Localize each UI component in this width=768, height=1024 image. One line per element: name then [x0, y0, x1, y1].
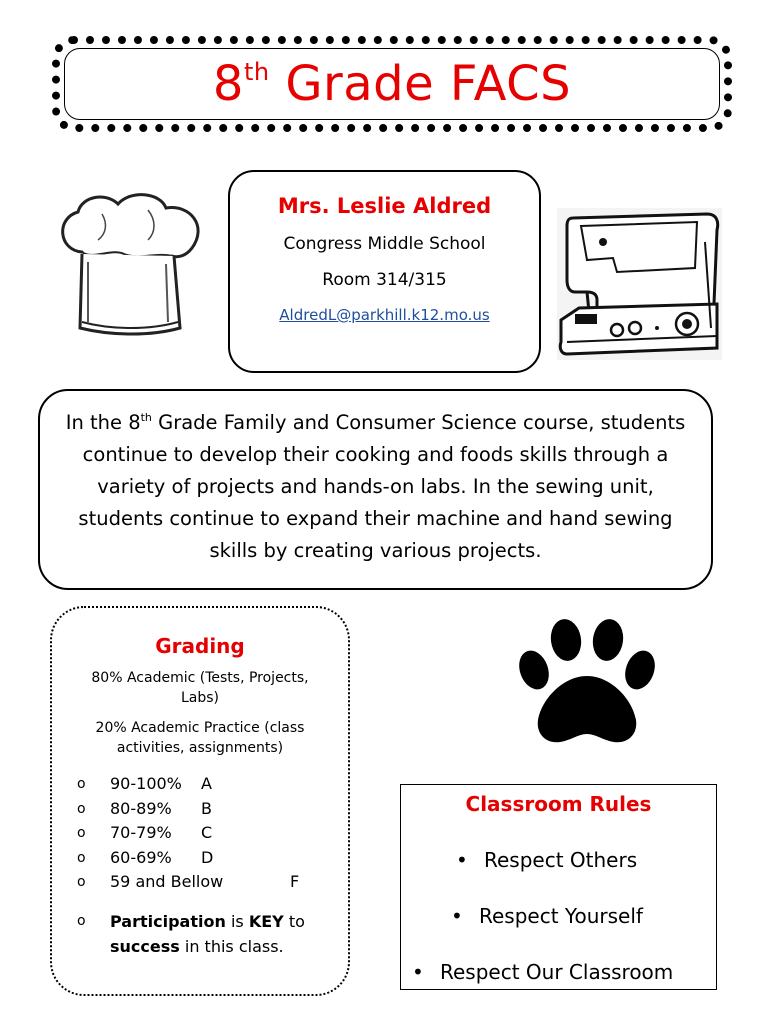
rule-item [412, 960, 673, 984]
participation-text: is [225, 911, 249, 931]
rule-text: Respect Others [484, 848, 638, 872]
participation-note [52, 909, 348, 959]
grade-letter: D [201, 847, 214, 867]
list-bullet: • [412, 960, 424, 984]
grade-range: 70-79% [110, 823, 172, 842]
grade-range: 90-100% [110, 774, 182, 793]
paw-print-icon [512, 618, 662, 750]
list-bullet: • [451, 904, 463, 928]
list-bullet: o [77, 874, 86, 890]
grade-letter: B [201, 798, 212, 818]
page-title [213, 56, 571, 112]
room-number: Room 314/315 [322, 270, 447, 290]
rule-text: Respect Our Classroom [440, 960, 674, 984]
participation-text: in this class. [179, 936, 284, 956]
grade-scale-item [52, 821, 348, 846]
rule-item [451, 904, 643, 928]
participation-word: Participation [110, 911, 226, 931]
success-word: success [110, 936, 180, 956]
grade-range: 59 and Bellow [110, 872, 224, 891]
sewing-machine-icon [557, 208, 722, 360]
list-bullet: o [77, 800, 86, 817]
description-superscript: th [140, 411, 152, 424]
list-bullet: o [77, 849, 86, 866]
teacher-email-link[interactable]: AldredL@parkhill.k12.mo.us [279, 306, 490, 324]
practice-weight: 20% Academic Practice (class activities, assignments) [95, 720, 305, 756]
school-name: Congress Middle School [283, 234, 486, 254]
teacher-info-card [228, 170, 541, 373]
grading-title: Grading [155, 634, 245, 658]
teacher-name: Mrs. Leslie Aldred [277, 194, 492, 218]
course-description [38, 389, 713, 590]
classroom-rules-box [400, 784, 717, 990]
academic-weight: 80% Academic (Tests, Projects, Labs) [91, 670, 309, 706]
description-text-rest: Grade Family and Consumer Science course, students continue to develop their cooking and foods skills through a variety of projects and hands-on labs. In the sewing unit, students continue to expand their machine and hand sewing skills by creating various projects. [78, 411, 686, 562]
participation-text: to [283, 911, 305, 931]
grade-letter: F [290, 872, 300, 891]
rules-title: Classroom Rules [465, 792, 652, 816]
title-number: 8 [212, 56, 244, 112]
grade-scale-item [52, 772, 348, 797]
grade-scale-list [52, 772, 348, 895]
list-bullet: o [77, 825, 86, 841]
grading-section [50, 606, 350, 996]
chef-hat-icon [52, 190, 212, 340]
grade-scale-item [52, 797, 348, 822]
grade-letter: A [201, 774, 212, 793]
grade-letter: C [201, 823, 213, 842]
rule-text: Respect Yourself [479, 904, 643, 928]
list-bullet: • [456, 848, 468, 872]
title-rest: Grade FACS [269, 56, 572, 112]
list-bullet: o [77, 776, 86, 792]
key-word: KEY [248, 911, 284, 931]
grade-scale-item [52, 846, 348, 871]
rule-item [456, 848, 637, 872]
grade-range: 60-69% [110, 847, 172, 867]
list-bullet: o [77, 912, 86, 929]
grade-scale-item [52, 870, 348, 895]
title-banner [52, 36, 732, 132]
description-text-start: In the 8 [65, 411, 141, 434]
grade-range: 80-89% [110, 798, 172, 818]
title-superscript: th [243, 58, 270, 86]
